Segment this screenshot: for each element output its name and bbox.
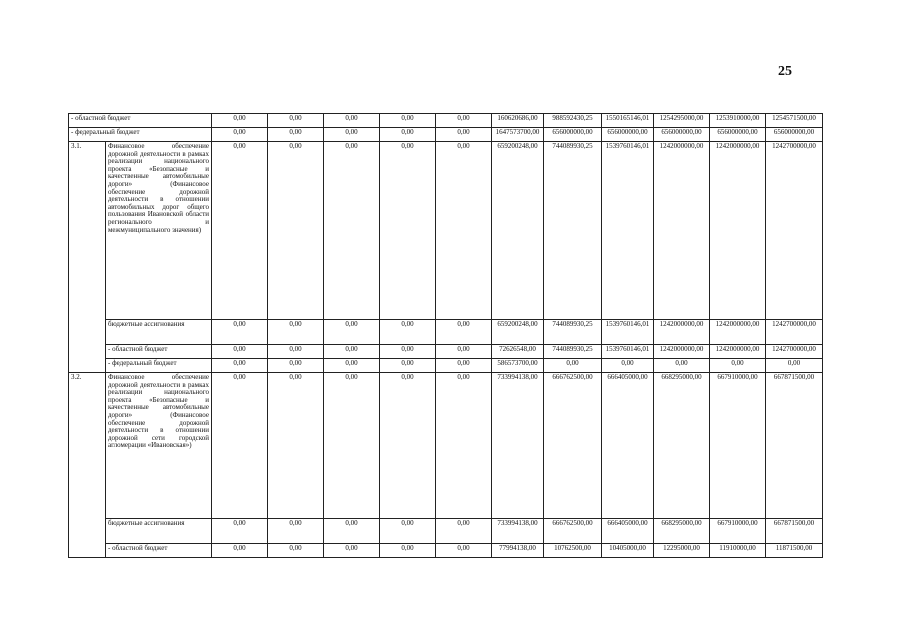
cell: 0,00 (436, 320, 492, 345)
cell: 1254571500,00 (766, 114, 823, 128)
table-row (69, 142, 823, 320)
cell: 668295000,00 (654, 519, 710, 544)
cell: 666762500,00 (544, 519, 602, 544)
cell: 0,00 (212, 373, 268, 519)
cell: 0,00 (324, 128, 380, 142)
cell: 160620686,00 (492, 114, 544, 128)
cell: 1539760146,01 (602, 345, 654, 359)
cell: 0,00 (436, 359, 492, 373)
cell: 72626548,00 (492, 345, 544, 359)
table-row (69, 128, 823, 142)
table-row (69, 114, 823, 128)
cell: 0,00 (212, 544, 268, 558)
cell: 1253910000,00 (710, 114, 766, 128)
cell: 0,00 (268, 320, 324, 345)
cell: 0,00 (212, 519, 268, 544)
cell: 0,00 (268, 128, 324, 142)
cell: 744089930,25 (544, 345, 602, 359)
row-description: Финансовое обеспечение дорожной деятельности в рамках реализации национального проекта «Безопасные и качественные автомобильные дороги» (Финансовое обеспечение дорожной деятельности в отношении дорожной сети городской агломерации «Ивановская») (106, 373, 212, 519)
cell: 744089930,25 (544, 320, 602, 345)
row-label: бюджетные ассигнования (106, 519, 212, 544)
cell: 0,00 (212, 128, 268, 142)
cell: 666762500,00 (544, 373, 602, 519)
cell: 1242700000,00 (766, 320, 823, 345)
cell: 0,00 (268, 142, 324, 320)
row-label: - федеральный бюджет (106, 359, 212, 373)
cell: 0,00 (268, 544, 324, 558)
table-row (69, 373, 823, 519)
cell: 656000000,00 (654, 128, 710, 142)
cell: 0,00 (380, 359, 436, 373)
row-label: - областной бюджет (106, 345, 212, 359)
cell: 1539760146,01 (602, 142, 654, 320)
cell: 10762500,00 (544, 544, 602, 558)
table-row (69, 320, 823, 345)
table-row (69, 519, 823, 544)
cell: 667910000,00 (710, 373, 766, 519)
cell: 0,00 (602, 359, 654, 373)
cell: 668295000,00 (654, 373, 710, 519)
cell: 1242000000,00 (710, 142, 766, 320)
cell: 0,00 (324, 373, 380, 519)
cell: 733994138,00 (492, 373, 544, 519)
cell: 988592430,25 (544, 114, 602, 128)
cell: 586573700,00 (492, 359, 544, 373)
cell: 11910000,00 (710, 544, 766, 558)
cell: 0,00 (766, 359, 823, 373)
cell: 1242000000,00 (654, 345, 710, 359)
cell: 1539760146,01 (602, 320, 654, 345)
cell: 666405000,00 (602, 519, 654, 544)
cell: 667871500,00 (766, 519, 823, 544)
row-label: - областной бюджет (106, 544, 212, 558)
cell: 0,00 (324, 519, 380, 544)
cell: 656000000,00 (766, 128, 823, 142)
cell: 1242000000,00 (710, 320, 766, 345)
cell: 656000000,00 (544, 128, 602, 142)
cell: 0,00 (436, 142, 492, 320)
row-index: 3.1. (69, 142, 106, 373)
cell: 0,00 (324, 142, 380, 320)
cell: 0,00 (324, 359, 380, 373)
cell: 77994138,00 (492, 544, 544, 558)
cell: 0,00 (212, 345, 268, 359)
table-row (69, 544, 823, 558)
cell: 0,00 (380, 345, 436, 359)
cell: 0,00 (268, 359, 324, 373)
cell: 0,00 (380, 320, 436, 345)
cell: 0,00 (212, 359, 268, 373)
cell: 0,00 (380, 373, 436, 519)
row-label: бюджетные ассигнования (106, 320, 212, 345)
cell: 0,00 (212, 142, 268, 320)
cell: 0,00 (436, 373, 492, 519)
cell: 733994138,00 (492, 519, 544, 544)
page-number: 25 (778, 64, 792, 79)
cell: 1242700000,00 (766, 345, 823, 359)
cell: 1647573700,00 (492, 128, 544, 142)
cell: 0,00 (380, 114, 436, 128)
cell: 0,00 (268, 345, 324, 359)
cell: 667910000,00 (710, 519, 766, 544)
cell: 0,00 (436, 345, 492, 359)
cell: 10405000,00 (602, 544, 654, 558)
cell: 659200248,00 (492, 320, 544, 345)
cell: 12295000,00 (654, 544, 710, 558)
cell: 0,00 (324, 320, 380, 345)
cell: 1242000000,00 (654, 142, 710, 320)
cell: 0,00 (544, 359, 602, 373)
cell: 744089930,25 (544, 142, 602, 320)
cell: 0,00 (436, 544, 492, 558)
cell: 0,00 (710, 359, 766, 373)
cell: 656000000,00 (710, 128, 766, 142)
cell: 0,00 (380, 544, 436, 558)
cell: 0,00 (324, 345, 380, 359)
cell: 0,00 (436, 114, 492, 128)
cell: 0,00 (212, 320, 268, 345)
cell: 0,00 (436, 519, 492, 544)
cell: 0,00 (268, 373, 324, 519)
cell: 656000000,00 (602, 128, 654, 142)
row-description: Финансовое обеспечение дорожной деятельности в рамках реализации национального проекта «Безопасные и качественные автомобильные дороги» (Финансовое обеспечение дорожной деятельности в отношении автомобильных дорог общего пользования Ивановской области регионального и межмуниципального значения) (106, 142, 212, 320)
cell: 659200248,00 (492, 142, 544, 320)
cell: 0,00 (436, 128, 492, 142)
cell: 1550165146,01 (602, 114, 654, 128)
cell: 1242000000,00 (710, 345, 766, 359)
cell: 0,00 (654, 359, 710, 373)
cell: 0,00 (380, 128, 436, 142)
row-index: 3.2. (69, 373, 106, 558)
cell: 0,00 (380, 519, 436, 544)
cell: 1254295000,00 (654, 114, 710, 128)
cell: 0,00 (380, 142, 436, 320)
cell: 666405000,00 (602, 373, 654, 519)
table-row (69, 345, 823, 359)
cell: 0,00 (324, 114, 380, 128)
cell: 11871500,00 (766, 544, 823, 558)
cell: 0,00 (212, 114, 268, 128)
table-row (69, 359, 823, 373)
budget-table (68, 113, 823, 558)
cell: 0,00 (268, 114, 324, 128)
cell: 667871500,00 (766, 373, 823, 519)
row-label: - федеральный бюджет (69, 128, 212, 142)
cell: 1242700000,00 (766, 142, 823, 320)
cell: 0,00 (268, 519, 324, 544)
cell: 1242000000,00 (654, 320, 710, 345)
cell: 0,00 (324, 544, 380, 558)
row-label: - областной бюджет (69, 114, 212, 128)
